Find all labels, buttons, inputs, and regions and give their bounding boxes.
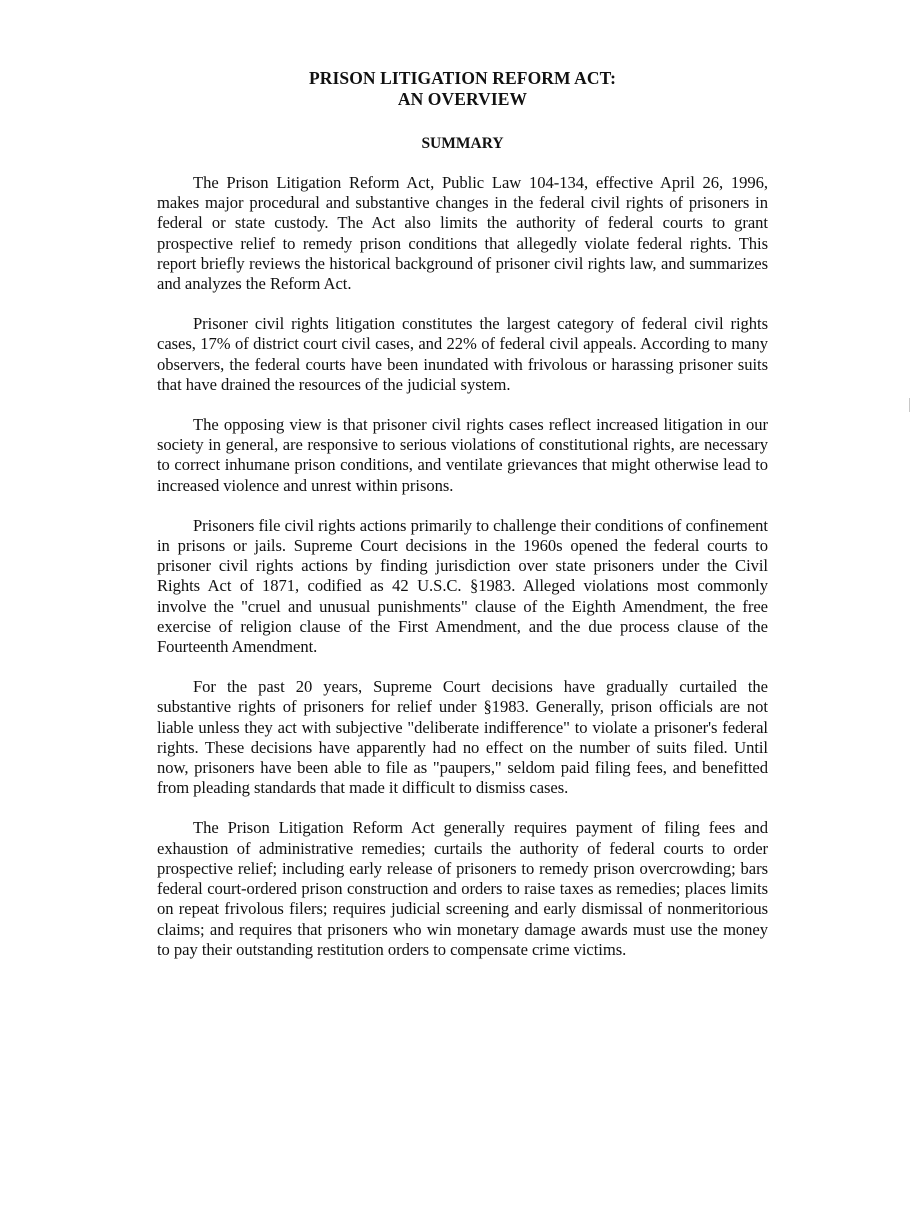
paragraph-3: The opposing view is that prisoner civil rights cases reflect increased litigation in our society in general, are responsive to serious violations of constitutional rights, are necessary to correct inhumane prison conditions, and ventilate grievances that might otherwise lead to increased violence and unrest within prisons.: [157, 415, 768, 495]
paragraph-4: Prisoners file civil rights actions primarily to challenge their conditions of confinement in prisons or jails. Supreme Court decisions in the 1960s opened the federal courts to prisoner civil rights actions by finding jurisdiction over state prisoners under the Civil Rights Act of 1871, codified as 42 U.S.C. §1983. Alleged violations most commonly involve the "cruel and unusual punishments" clause of the Eighth Amendment, the free exercise of religion clause of the First Amendment, and the due process clause of the Fourteenth Amendment.: [157, 515, 768, 657]
paragraph-1: The Prison Litigation Reform Act, Public Law 104-134, effective April 26, 1996, makes major procedural and substantive changes in the federal civil rights of prisoners in federal or state custody. The Act also limits the authority of federal courts to grant prospective relief to remedy prison conditions that allegedly violate federal rights. This report briefly reviews the historical background of prisoner civil rights law, and summarizes and analyzes the Reform Act.: [157, 173, 768, 294]
document-title: [157, 68, 768, 110]
title-line-1: PRISON LITIGATION REFORM ACT:: [308, 68, 617, 88]
document-body: [157, 173, 768, 960]
document-content: [157, 68, 768, 980]
summary-heading: SUMMARY: [421, 135, 504, 152]
paragraph-5: For the past 20 years, Supreme Court decisions have gradually curtailed the substantive rights of prisoners for relief under §1983. Generally, prison officials are not liable unless they act with subjective "deliberate indifference" to violate a prisoner's federal rights. These decisions have apparently had no effect on the number of suits filed. Until now, prisoners have been able to file as "paupers," seldom paid filing fees, and benefitted from pleading standards that made it difficult to dismiss cases.: [157, 677, 768, 798]
scan-artifact-mark: [909, 398, 910, 412]
paragraph-6: The Prison Litigation Reform Act generally requires payment of filing fees and exhaustion of administrative remedies; curtails the authority of federal courts to order prospective relief; including early release of prisoners to remedy prison overcrowding; bars federal court-ordered prison construction and orders to raise taxes as remedies; places limits on repeat frivolous filers; requires judicial screening and early dismissal of nonmeritorious claims; and requires that prisoners who win monetary damage awards must use the money to pay their outstanding restitution orders to compensate crime victims.: [157, 818, 768, 959]
title-line-2: AN OVERVIEW: [397, 89, 528, 109]
paragraph-2: Prisoner civil rights litigation constitutes the largest category of federal civil rights cases, 17% of district court civil cases, and 22% of federal civil appeals. According to many observers, the federal courts have been inundated with frivolous or harassing prisoner suits that have drained the resources of the judicial system.: [157, 314, 768, 394]
